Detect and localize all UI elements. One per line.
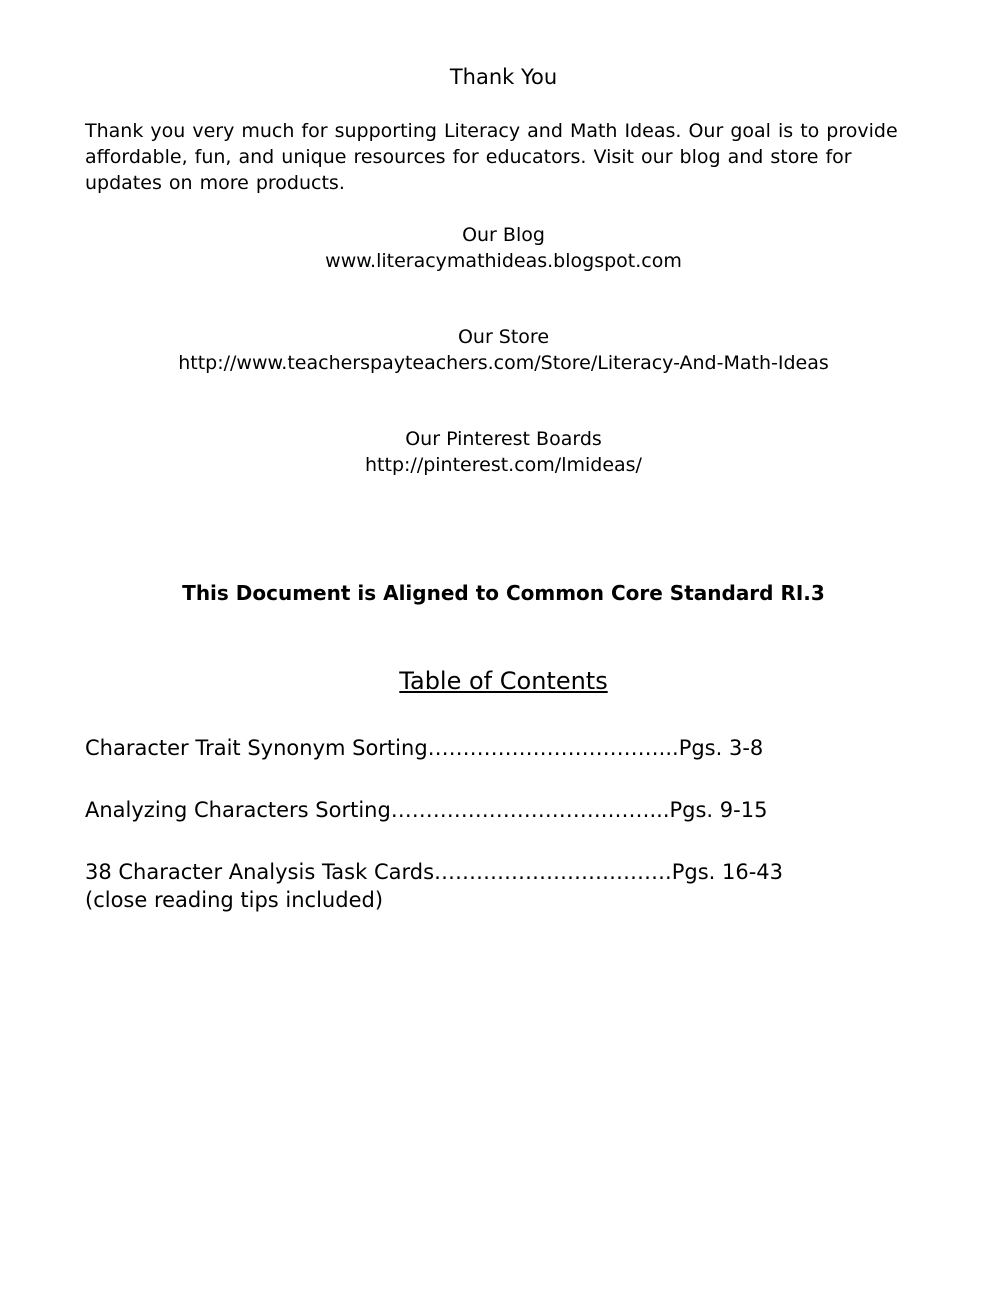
toc-pages: Pgs. 16-43: [671, 860, 784, 884]
toc-heading-text: Table of Contents: [399, 667, 608, 695]
table-of-contents-row: [85, 734, 922, 762]
pinterest-url: http://pinterest.com/lmideas/: [365, 454, 642, 476]
toc-leader: ………………………….……...: [390, 798, 670, 822]
page-title: Thank You: [449, 65, 558, 89]
toc-leader: ……………………………...: [427, 736, 679, 760]
blog-section: [85, 222, 922, 274]
pinterest-section: [85, 426, 922, 478]
blog-url: www.literacymathideas.blogspot.com: [325, 250, 682, 272]
toc-heading: [85, 666, 922, 696]
toc-item-title: Character Trait Synonym Sorting: [85, 736, 428, 760]
toc-pages: Pgs. 9-15: [669, 798, 768, 822]
intro-paragraph: Thank you very much for supporting Literacy and Math Ideas. Our goal is to provide affordable, fun, and unique resources for educators. Visit our blog and store for updates on more products.: [85, 120, 898, 194]
toc-item-title: 38 Character Analysis Task Cards: [85, 860, 435, 884]
toc-leader: …………………………….: [434, 860, 672, 884]
blog-label: Our Blog: [462, 224, 545, 246]
store-url: http://www.teacherspayteachers.com/Store/Literacy-And-Math-Ideas: [178, 352, 829, 374]
store-label: Our Store: [457, 326, 550, 348]
toc-note: (close reading tips included): [85, 888, 384, 912]
alignment-heading: This Document is Aligned to Common Core Standard RI.3: [182, 581, 825, 605]
pinterest-label: Our Pinterest Boards: [405, 428, 602, 450]
table-of-contents-row: [85, 796, 922, 824]
toc-pages: Pgs. 3-8: [678, 736, 764, 760]
store-section: [85, 324, 922, 376]
toc-item-title: Analyzing Characters Sorting: [85, 798, 391, 822]
table-of-contents-row: [85, 858, 922, 914]
